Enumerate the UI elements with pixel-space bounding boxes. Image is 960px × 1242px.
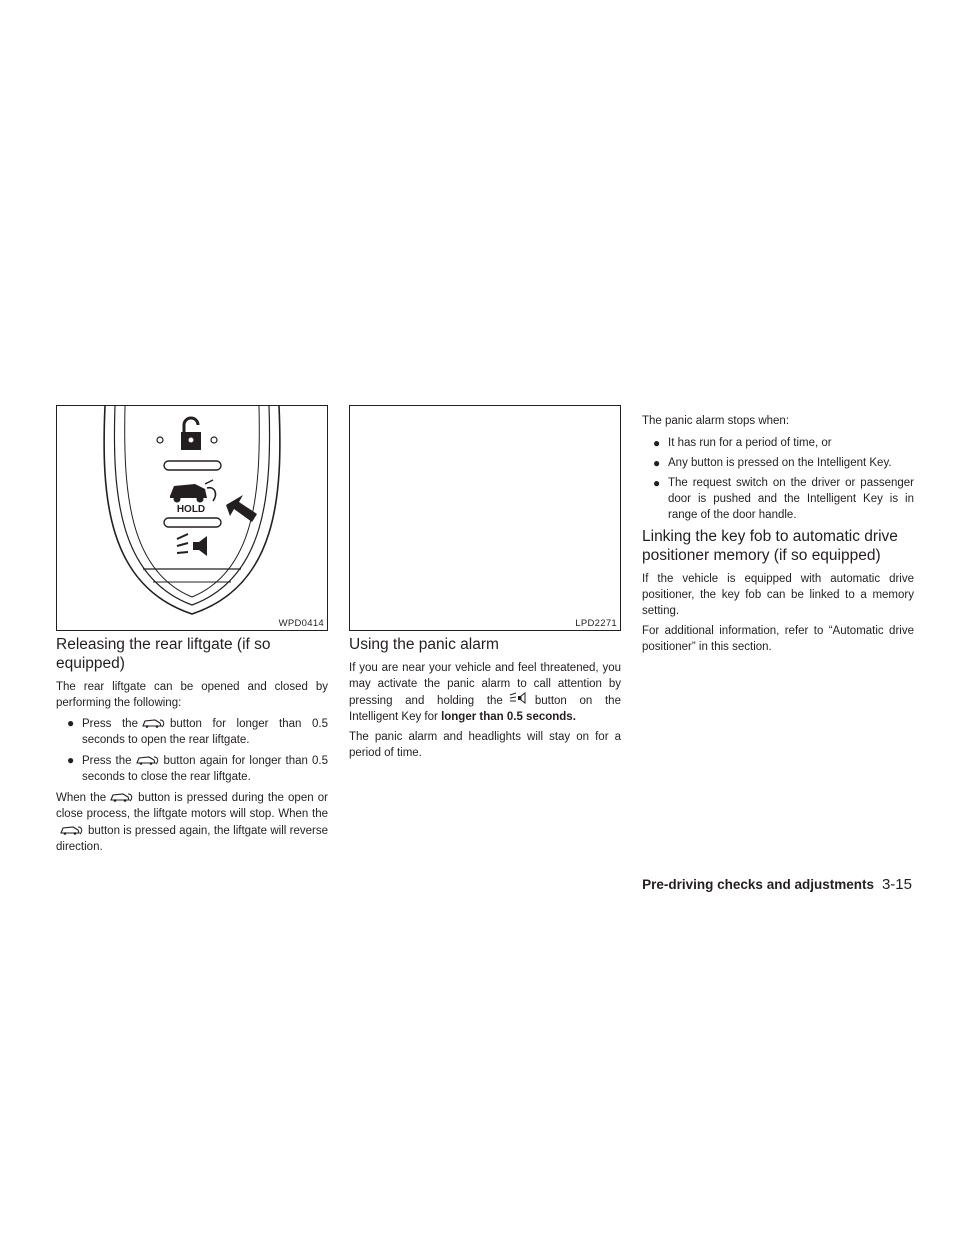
panic-stops-intro: The panic alarm stops when: — [642, 415, 790, 427]
bullet-icon: ● — [653, 476, 661, 490]
bullet-icon: ● — [67, 753, 75, 767]
figure-label: WPD0414 — [274, 617, 327, 630]
bullet-icon: ● — [67, 716, 75, 730]
column-right — [642, 413, 914, 659]
footer-section-title: Pre-driving checks and adjustments — [642, 877, 874, 892]
horn-icon — [177, 534, 207, 556]
section-title-liftgate: Releasing the rear liftgate (if so equipped) — [56, 636, 271, 672]
page-footer — [620, 876, 912, 893]
list-item: ● Press the button for longer than 0.5 seconds to open the rear liftgate. — [67, 716, 329, 746]
liftgate-icon — [140, 715, 166, 728]
hold-label: HOLD — [176, 504, 206, 515]
page-number: 3-15 — [881, 876, 912, 893]
panic-icon — [505, 692, 531, 705]
panic-figure — [349, 405, 621, 631]
panic-paragraph-2: The panic alarm and headlights will stay on for a period of time. — [349, 731, 621, 759]
list-item: ● The request switch on the driver or passenger door is pushed and the Intelligent Key is in range of the door handle. — [653, 476, 914, 521]
list-item: ● Any button is pressed on the Intelligent Key. — [653, 456, 892, 470]
list-item: ● Press the button again for longer than 0.5 seconds to close the rear liftgate. — [67, 753, 329, 783]
linking-paragraph-2: For additional information, refer to “Automatic drive positioner” in this section. — [642, 625, 914, 653]
column-middle — [349, 405, 621, 765]
arrow-icon — [226, 495, 257, 522]
liftgate-icon — [134, 752, 160, 765]
section-title-panic: Using the panic alarm — [349, 636, 499, 653]
panic-paragraph-1: If you are near your vehicle and feel threatened, you may activate the panic alarm to call attention by pressing and holding the button on the Intelligent Key for longer than 0.5 seconds. — [349, 662, 621, 723]
liftgate-icon — [58, 822, 84, 835]
liftgate-icon — [108, 789, 134, 802]
unlock-icon — [157, 418, 217, 450]
panic-stops-list — [642, 435, 914, 523]
liftgate-intro: The rear liftgate can be opened and closed by performing the following: — [56, 681, 328, 709]
bullet-icon: ● — [653, 436, 661, 450]
linking-paragraph-1: If the vehicle is equipped with automatic drive positioner, the key fob can be linked to a memory setting. — [642, 573, 914, 617]
bullet-icon: ● — [653, 456, 661, 470]
liftgate-car-icon — [170, 480, 215, 503]
list-item: ● It has run for a period of time, or — [653, 436, 832, 450]
key-fob-figure — [56, 405, 328, 631]
column-left — [56, 405, 328, 859]
liftgate-paragraph: When the button is pressed during the open or close process, the liftgate motors will stop. When thebutton is pressed again, the liftgate will reverse direction. — [56, 789, 328, 855]
figure-label: LPD2271 — [570, 617, 620, 630]
key-fob-illustration — [57, 406, 327, 630]
liftgate-list — [56, 715, 328, 785]
section-title-linking: Linking the key fob to automatic drive positioner memory (if so equipped) — [642, 528, 898, 564]
